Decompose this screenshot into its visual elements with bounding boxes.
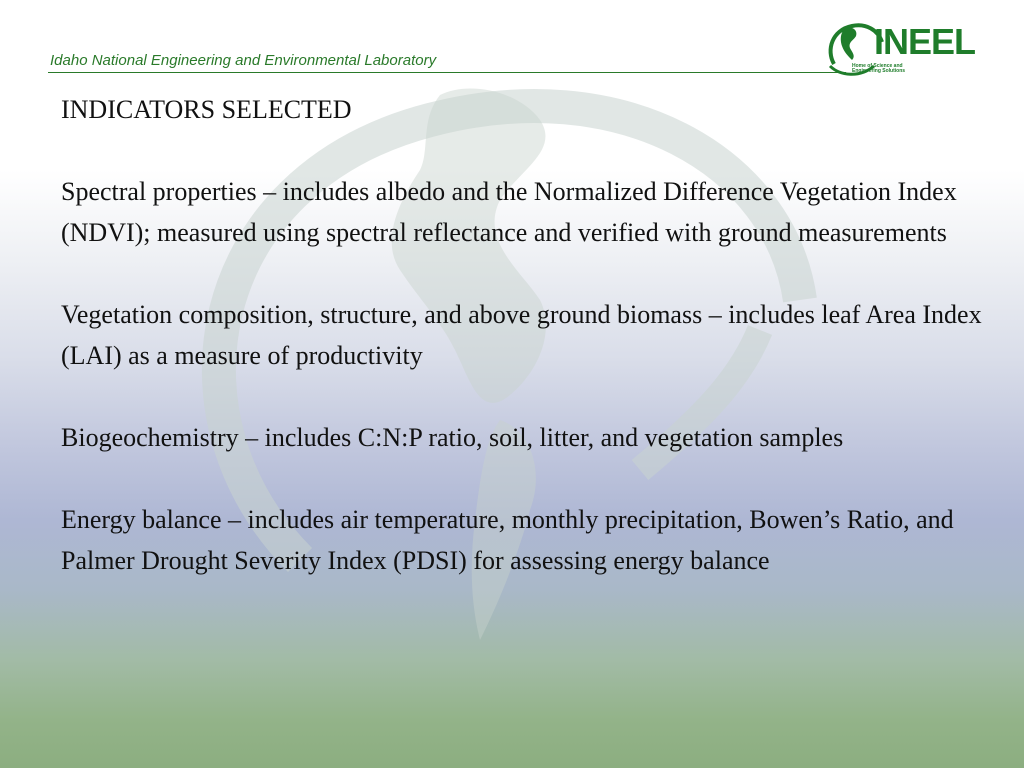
indicator-item: Energy balance – includes air temperature, monthly precipitation, Bowen’s Ratio, and Palmer Drought Severity Index (PDSI) for assessing energy balance: [61, 505, 954, 575]
logo-wordmark: INEEL: [874, 21, 976, 62]
header-divider: [48, 72, 846, 73]
indicator-item: Vegetation composition, structure, and above ground biomass – includes leaf Area Index (LAI) as a measure of productivity: [61, 300, 982, 370]
ineel-logo: [826, 20, 978, 80]
logo-tagline: Home of Science and Engineering Solutions: [852, 63, 906, 74]
lab-name-header: Idaho National Engineering and Environmental Laboratory: [50, 52, 437, 69]
slide-heading: INDICATORS SELECTED: [61, 95, 352, 124]
indicator-item: Biogeochemistry – includes C:N:P ratio, soil, litter, and vegetation samples: [61, 423, 844, 452]
slide-body: [61, 89, 1011, 622]
indicator-item: Spectral properties – includes albedo and the Normalized Difference Vegetation Index (NDVI); measured using spectral reflectance and verified with ground measurements: [61, 177, 957, 247]
